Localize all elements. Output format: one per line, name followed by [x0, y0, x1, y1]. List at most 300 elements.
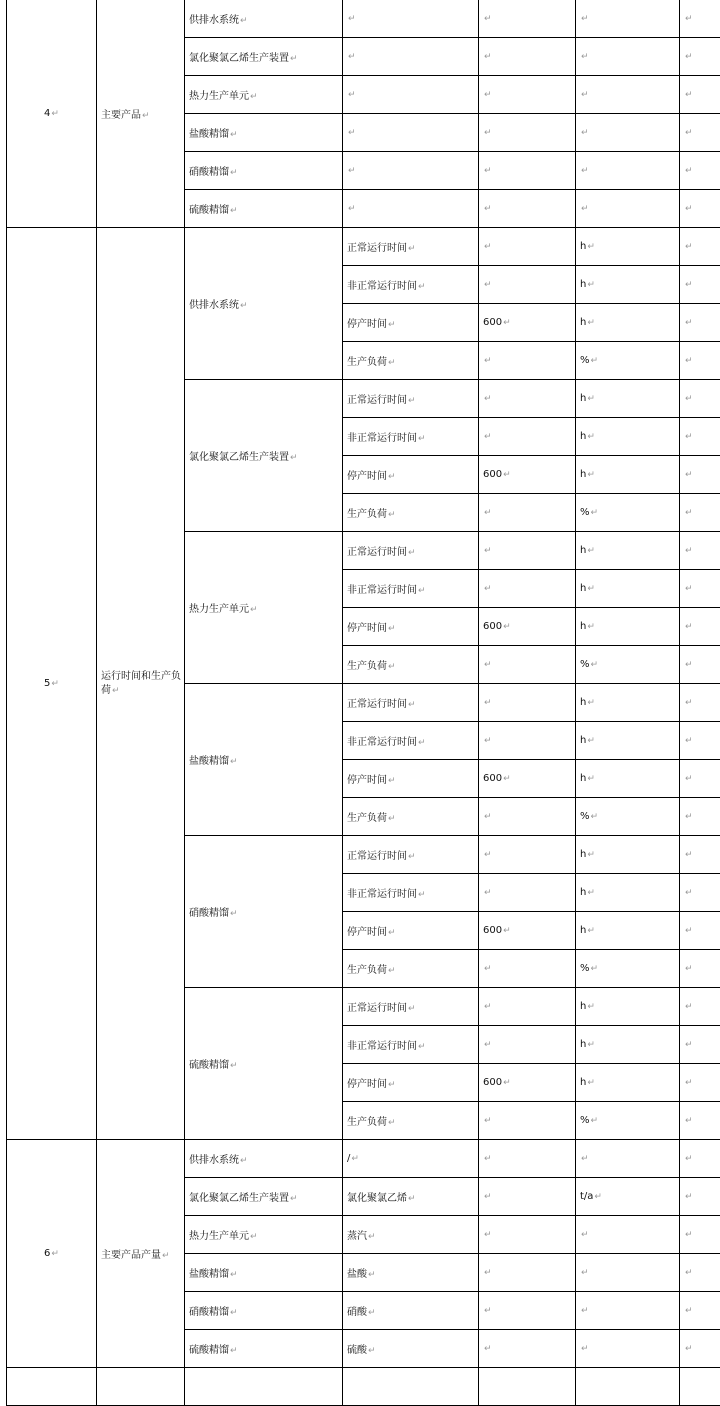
unit-cell-text: h: [580, 621, 586, 632]
section-label-text: 主要产品: [101, 110, 141, 121]
remark-cell: [680, 1102, 720, 1140]
paragraph-mark-icon: ↵: [685, 622, 693, 632]
item-name-text: 正常运行时间: [347, 395, 407, 406]
paragraph-mark-icon: ↵: [230, 1346, 238, 1356]
value-cell: [479, 114, 576, 152]
value-cell: [479, 456, 576, 494]
value-cell: [479, 570, 576, 608]
value-cell: [576, 38, 680, 76]
item-name-text: 生产负荷: [347, 661, 387, 672]
paragraph-mark-icon: ↵: [591, 1116, 599, 1126]
unit-cell: [576, 646, 680, 684]
partial-cell: [680, 1368, 720, 1406]
paragraph-mark-icon: ↵: [587, 1040, 595, 1050]
section-label: [97, 1140, 185, 1368]
unit-cell: [576, 1216, 680, 1254]
item-name-text: 停产时间: [347, 471, 387, 482]
paragraph-mark-icon: ↵: [685, 546, 693, 556]
value-cell: [479, 684, 576, 722]
unit-cell-text: %: [580, 355, 590, 366]
unit-cell: [576, 1330, 680, 1368]
value-cell: [479, 608, 576, 646]
value-cell: [479, 798, 576, 836]
value-cell: [479, 532, 576, 570]
unit-cell-text: h: [580, 317, 586, 328]
paragraph-mark-icon: ↵: [388, 320, 396, 330]
table-row: [7, 0, 720, 38]
item-name-text: 生产负荷: [347, 1117, 387, 1128]
paragraph-mark-icon: ↵: [388, 776, 396, 786]
value-cell: [343, 0, 479, 38]
value-cell: [680, 152, 720, 190]
paragraph-mark-icon: ↵: [388, 1080, 396, 1090]
paragraph-mark-icon: ↵: [240, 301, 248, 311]
item-name-text: 生产负荷: [347, 965, 387, 976]
unit-cell-text: h: [580, 469, 586, 480]
unit-cell-text: h: [580, 773, 586, 784]
paragraph-mark-icon: ↵: [685, 1116, 693, 1126]
remark-cell: [680, 1140, 720, 1178]
paragraph-mark-icon: ↵: [388, 624, 396, 634]
unit-cell: [576, 1292, 680, 1330]
paragraph-mark-icon: ↵: [685, 1078, 693, 1088]
remark-cell: [680, 304, 720, 342]
unit-name: [185, 114, 343, 152]
paragraph-mark-icon: ↵: [418, 1042, 426, 1052]
unit-cell: [576, 228, 680, 266]
paragraph-mark-icon: ↵: [587, 926, 595, 936]
unit-name: [185, 988, 343, 1140]
item-name-text: 停产时间: [347, 319, 387, 330]
remark-cell: [680, 912, 720, 950]
unit-cell-text: %: [580, 507, 590, 518]
unit-cell: [576, 380, 680, 418]
paragraph-mark-icon: ↵: [685, 1002, 693, 1012]
paragraph-mark-icon: ↵: [685, 318, 693, 328]
unit-cell: [576, 912, 680, 950]
section-index-text: 6: [44, 1248, 50, 1259]
unit-cell: [576, 456, 680, 494]
paragraph-mark-icon: ↵: [685, 1192, 693, 1202]
paragraph-mark-icon: ↵: [484, 204, 492, 214]
paragraph-mark-icon: ↵: [685, 736, 693, 746]
paragraph-mark-icon: ↵: [418, 282, 426, 292]
paragraph-mark-icon: ↵: [142, 111, 150, 121]
remark-cell: [680, 988, 720, 1026]
unit-cell: [576, 304, 680, 342]
paragraph-mark-icon: ↵: [230, 130, 238, 140]
paragraph-mark-icon: ↵: [581, 1230, 589, 1240]
paragraph-mark-icon: ↵: [594, 1192, 602, 1202]
paragraph-mark-icon: ↵: [484, 546, 492, 556]
paragraph-mark-icon: ↵: [685, 1154, 693, 1164]
paragraph-mark-icon: ↵: [484, 166, 492, 176]
item-name: [343, 532, 479, 570]
paragraph-mark-icon: ↵: [230, 909, 238, 919]
unit-name: [185, 1292, 343, 1330]
paragraph-mark-icon: ↵: [581, 1306, 589, 1316]
remark-cell: [680, 1216, 720, 1254]
unit-cell-text: h: [580, 545, 586, 556]
value-cell: [343, 152, 479, 190]
unit-name-text: 硝酸精馏: [189, 908, 229, 919]
paragraph-mark-icon: ↵: [290, 453, 298, 463]
paragraph-mark-icon: ↵: [587, 1078, 595, 1088]
paragraph-mark-icon: ↵: [240, 1156, 248, 1166]
value-cell: [479, 304, 576, 342]
paragraph-mark-icon: ↵: [685, 660, 693, 670]
paragraph-mark-icon: ↵: [351, 1154, 359, 1164]
value-cell: [680, 0, 720, 38]
item-name-text: 正常运行时间: [347, 699, 407, 710]
paragraph-mark-icon: ↵: [290, 54, 298, 64]
value-cell: [680, 114, 720, 152]
paragraph-mark-icon: ↵: [685, 14, 693, 24]
value-cell: [343, 114, 479, 152]
paragraph-mark-icon: ↵: [685, 166, 693, 176]
unit-name-text: 热力生产单元: [189, 91, 249, 102]
paragraph-mark-icon: ↵: [484, 432, 492, 442]
item-name-text: 正常运行时间: [347, 243, 407, 254]
paragraph-mark-icon: ↵: [591, 812, 599, 822]
unit-cell: [576, 798, 680, 836]
unit-name: [185, 1254, 343, 1292]
paragraph-mark-icon: ↵: [685, 508, 693, 518]
unit-cell: [576, 760, 680, 798]
unit-cell: [576, 608, 680, 646]
value-cell: [479, 1216, 576, 1254]
paragraph-mark-icon: ↵: [587, 888, 595, 898]
unit-cell-text: h: [580, 1001, 586, 1012]
paragraph-mark-icon: ↵: [484, 356, 492, 366]
unit-cell: [576, 1178, 680, 1216]
value-cell: [479, 228, 576, 266]
section-index: [7, 228, 97, 1140]
paragraph-mark-icon: ↵: [388, 662, 396, 672]
value-cell: [479, 0, 576, 38]
value-cell: [576, 152, 680, 190]
item-name: [343, 418, 479, 456]
item-name: [343, 1102, 479, 1140]
value-cell: [479, 1026, 576, 1064]
paragraph-mark-icon: ↵: [484, 90, 492, 100]
remark-cell: [680, 760, 720, 798]
paragraph-mark-icon: ↵: [230, 1061, 238, 1071]
paragraph-mark-icon: ↵: [388, 510, 396, 520]
paragraph-mark-icon: ↵: [388, 966, 396, 976]
paragraph-mark-icon: ↵: [112, 686, 120, 696]
paragraph-mark-icon: ↵: [484, 850, 492, 860]
unit-name: [185, 380, 343, 532]
paragraph-mark-icon: ↵: [587, 546, 595, 556]
value-cell: [343, 190, 479, 228]
remark-cell: [680, 874, 720, 912]
paragraph-mark-icon: ↵: [581, 1344, 589, 1354]
remark-cell: [680, 1178, 720, 1216]
unit-name: [185, 1330, 343, 1368]
unit-cell: [576, 418, 680, 456]
value-cell: [479, 1254, 576, 1292]
partial-cell: [343, 1368, 479, 1406]
paragraph-mark-icon: ↵: [484, 964, 492, 974]
item-name-text: 非正常运行时间: [347, 1041, 417, 1052]
paragraph-mark-icon: ↵: [250, 92, 258, 102]
unit-cell: [576, 1026, 680, 1064]
item-name: [343, 456, 479, 494]
paragraph-mark-icon: ↵: [418, 434, 426, 444]
remark-cell: [680, 342, 720, 380]
paragraph-mark-icon: ↵: [348, 128, 356, 138]
paragraph-mark-icon: ↵: [685, 850, 693, 860]
item-name: [343, 494, 479, 532]
item-name: [343, 988, 479, 1026]
value-cell: [479, 722, 576, 760]
value-cell: [343, 38, 479, 76]
paragraph-mark-icon: ↵: [484, 128, 492, 138]
paragraph-mark-icon: ↵: [685, 356, 693, 366]
paragraph-mark-icon: ↵: [581, 90, 589, 100]
remark-cell: [680, 1292, 720, 1330]
paragraph-mark-icon: ↵: [484, 14, 492, 24]
section-index: [7, 0, 97, 228]
value-cell: [479, 646, 576, 684]
unit-name: [185, 228, 343, 380]
unit-name-text: 硫酸精馏: [189, 1060, 229, 1071]
item-name: [343, 950, 479, 988]
unit-cell-text: h: [580, 583, 586, 594]
product-cell: [343, 1330, 479, 1368]
paragraph-mark-icon: ↵: [587, 774, 595, 784]
unit-name-text: 热力生产单元: [189, 1231, 249, 1242]
paragraph-mark-icon: ↵: [408, 548, 416, 558]
paragraph-mark-icon: ↵: [685, 432, 693, 442]
unit-cell-text: t/a: [580, 1191, 593, 1202]
value-cell: [479, 152, 576, 190]
remark-cell: [680, 950, 720, 988]
product-cell-text: /: [347, 1153, 350, 1164]
item-name: [343, 608, 479, 646]
table-row: [7, 1140, 720, 1178]
remark-cell: [680, 570, 720, 608]
paragraph-mark-icon: ↵: [240, 16, 248, 26]
paragraph-mark-icon: ↵: [388, 1118, 396, 1128]
item-name-text: 停产时间: [347, 927, 387, 938]
item-name: [343, 342, 479, 380]
value-cell: [479, 874, 576, 912]
paragraph-mark-icon: ↵: [581, 128, 589, 138]
product-cell: [343, 1216, 479, 1254]
paragraph-mark-icon: ↵: [685, 1344, 693, 1354]
value-cell: [479, 1292, 576, 1330]
paragraph-mark-icon: ↵: [484, 1040, 492, 1050]
remark-cell: [680, 722, 720, 760]
paragraph-mark-icon: ↵: [418, 738, 426, 748]
paragraph-mark-icon: ↵: [587, 1002, 595, 1012]
paragraph-mark-icon: ↵: [591, 356, 599, 366]
item-name-text: 正常运行时间: [347, 1003, 407, 1014]
partial-cell: [576, 1368, 680, 1406]
section-index-text: 5: [44, 678, 50, 689]
unit-cell-text: h: [580, 735, 586, 746]
value-cell-text: 600: [483, 317, 502, 328]
paragraph-mark-icon: ↵: [685, 1230, 693, 1240]
unit-name: [185, 1216, 343, 1254]
unit-name: [185, 836, 343, 988]
unit-cell-text: h: [580, 1077, 586, 1088]
unit-name-text: 氯化聚氯乙烯生产装置: [189, 53, 289, 64]
value-cell: [680, 76, 720, 114]
paragraph-mark-icon: ↵: [685, 926, 693, 936]
paragraph-mark-icon: ↵: [591, 508, 599, 518]
unit-cell: [576, 532, 680, 570]
unit-name-text: 盐酸精馏: [189, 756, 229, 767]
value-cell: [479, 1064, 576, 1102]
paragraph-mark-icon: ↵: [587, 432, 595, 442]
paragraph-mark-icon: ↵: [51, 109, 59, 119]
remark-cell: [680, 380, 720, 418]
value-cell-text: 600: [483, 621, 502, 632]
paragraph-mark-icon: ↵: [484, 1154, 492, 1164]
value-cell: [576, 114, 680, 152]
unit-name-text: 硫酸精馏: [189, 205, 229, 216]
unit-cell-text: %: [580, 1115, 590, 1126]
value-cell-text: 600: [483, 773, 502, 784]
paragraph-mark-icon: ↵: [408, 1004, 416, 1014]
item-name: [343, 798, 479, 836]
value-cell: [576, 0, 680, 38]
item-name-text: 停产时间: [347, 1079, 387, 1090]
paragraph-mark-icon: ↵: [230, 1270, 238, 1280]
value-cell: [479, 342, 576, 380]
paragraph-mark-icon: ↵: [685, 584, 693, 594]
paragraph-mark-icon: ↵: [348, 204, 356, 214]
paragraph-mark-icon: ↵: [348, 166, 356, 176]
paragraph-mark-icon: ↵: [581, 166, 589, 176]
value-cell: [479, 38, 576, 76]
unit-cell: [576, 1064, 680, 1102]
paragraph-mark-icon: ↵: [368, 1346, 376, 1356]
unit-cell: [576, 836, 680, 874]
paragraph-mark-icon: ↵: [685, 90, 693, 100]
item-name-text: 生产负荷: [347, 357, 387, 368]
remark-cell: [680, 228, 720, 266]
item-name-text: 非正常运行时间: [347, 585, 417, 596]
product-cell-text: 盐酸: [347, 1269, 367, 1280]
paragraph-mark-icon: ↵: [408, 700, 416, 710]
paragraph-mark-icon: ↵: [503, 470, 511, 480]
unit-cell: [576, 266, 680, 304]
unit-name-text: 供排水系统: [189, 1155, 239, 1166]
paragraph-mark-icon: ↵: [685, 774, 693, 784]
paragraph-mark-icon: ↵: [685, 242, 693, 252]
section-label: [97, 228, 185, 1140]
paragraph-mark-icon: ↵: [685, 280, 693, 290]
paragraph-mark-icon: ↵: [484, 242, 492, 252]
value-cell: [479, 494, 576, 532]
paragraph-mark-icon: ↵: [685, 888, 693, 898]
paragraph-mark-icon: ↵: [581, 14, 589, 24]
paragraph-mark-icon: ↵: [685, 52, 693, 62]
item-name-text: 正常运行时间: [347, 851, 407, 862]
paragraph-mark-icon: ↵: [484, 280, 492, 290]
paragraph-mark-icon: ↵: [348, 14, 356, 24]
paragraph-mark-icon: ↵: [408, 396, 416, 406]
paragraph-mark-icon: ↵: [484, 1002, 492, 1012]
paragraph-mark-icon: ↵: [51, 1249, 59, 1259]
paragraph-mark-icon: ↵: [503, 622, 511, 632]
item-name-text: 停产时间: [347, 775, 387, 786]
paragraph-mark-icon: ↵: [388, 814, 396, 824]
unit-name-text: 氯化聚氯乙烯生产装置: [189, 452, 289, 463]
paragraph-mark-icon: ↵: [587, 280, 595, 290]
paragraph-mark-icon: ↵: [685, 394, 693, 404]
unit-name: [185, 190, 343, 228]
paragraph-mark-icon: ↵: [484, 698, 492, 708]
paragraph-mark-icon: ↵: [348, 52, 356, 62]
paragraph-mark-icon: ↵: [230, 757, 238, 767]
paragraph-mark-icon: ↵: [484, 1192, 492, 1202]
item-name: [343, 684, 479, 722]
unit-name-text: 硫酸精馏: [189, 1345, 229, 1356]
paragraph-mark-icon: ↵: [230, 1308, 238, 1318]
paragraph-mark-icon: ↵: [587, 850, 595, 860]
paragraph-mark-icon: ↵: [388, 472, 396, 482]
paragraph-mark-icon: ↵: [587, 698, 595, 708]
table-row-partial: [7, 1368, 720, 1406]
unit-name-text: 盐酸精馏: [189, 1269, 229, 1280]
unit-name: [185, 76, 343, 114]
partial-cell: [7, 1368, 97, 1406]
paragraph-mark-icon: ↵: [587, 318, 595, 328]
paragraph-mark-icon: ↵: [587, 394, 595, 404]
partial-cell: [479, 1368, 576, 1406]
value-cell: [479, 1330, 576, 1368]
value-cell: [479, 266, 576, 304]
paragraph-mark-icon: ↵: [503, 926, 511, 936]
paragraph-mark-icon: ↵: [250, 605, 258, 615]
value-cell: [479, 760, 576, 798]
item-name-text: 非正常运行时间: [347, 433, 417, 444]
paragraph-mark-icon: ↵: [290, 1194, 298, 1204]
remark-cell: [680, 532, 720, 570]
remark-cell: [680, 608, 720, 646]
paragraph-mark-icon: ↵: [484, 888, 492, 898]
unit-name-text: 盐酸精馏: [189, 129, 229, 140]
paragraph-mark-icon: ↵: [685, 812, 693, 822]
unit-cell-text: %: [580, 963, 590, 974]
paragraph-mark-icon: ↵: [484, 736, 492, 746]
item-name: [343, 912, 479, 950]
paragraph-mark-icon: ↵: [388, 358, 396, 368]
paragraph-mark-icon: ↵: [685, 964, 693, 974]
unit-name: [185, 0, 343, 38]
item-name-text: 非正常运行时间: [347, 281, 417, 292]
unit-cell-text: h: [580, 279, 586, 290]
remark-cell: [680, 836, 720, 874]
value-cell: [479, 380, 576, 418]
value-cell: [343, 76, 479, 114]
paragraph-mark-icon: ↵: [484, 584, 492, 594]
item-name: [343, 570, 479, 608]
paragraph-mark-icon: ↵: [581, 1154, 589, 1164]
item-name: [343, 836, 479, 874]
unit-name-text: 热力生产单元: [189, 604, 249, 615]
remark-cell: [680, 494, 720, 532]
paragraph-mark-icon: ↵: [368, 1232, 376, 1242]
value-cell: [479, 988, 576, 1026]
unit-name-text: 供排水系统: [189, 15, 239, 26]
paragraph-mark-icon: ↵: [591, 660, 599, 670]
